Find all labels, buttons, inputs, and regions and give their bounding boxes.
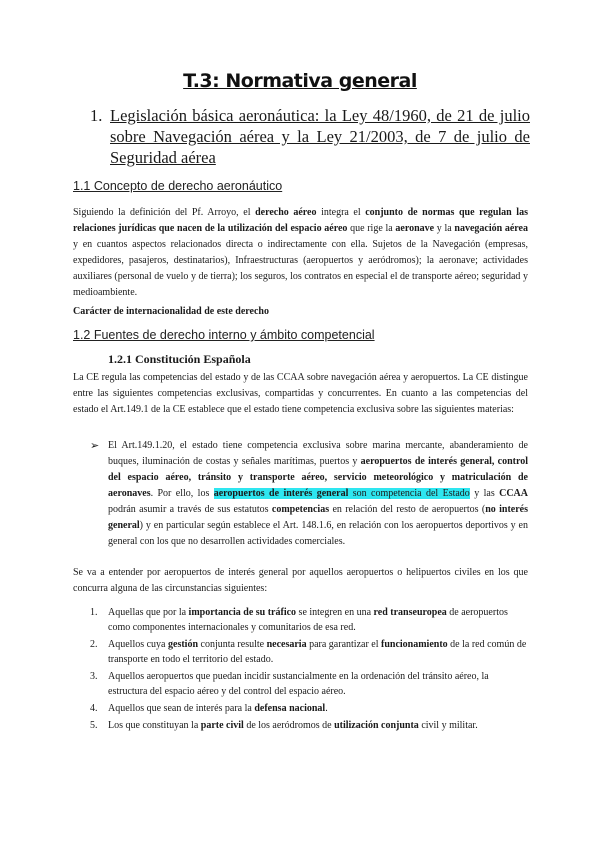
- subsection-1-2-heading: 1.2 Fuentes de derecho interno y ámbito competencial: [73, 328, 375, 342]
- section-1-title: Legislación básica aeronáutica: la Ley 48/1960, de 21 de julio sobre Navegación aérea y la Ley 21/2003, de 7 de julio de Seguridad aérea: [110, 106, 530, 167]
- list-item: 5. Los que constituyan la parte civil de los aeródromos de utilización conjunta civil y militar.: [90, 720, 478, 731]
- bullet-item-art149: ➢ El Art.149.1.20, el estado tiene competencia exclusiva sobre marina mercante, abanderamiento de buques, iluminación de costas y señales marítimas, puertos y aeropuertos de interés general, control del espacio aéreo, tránsito y transporte aéreo, servicio meteorológico y matriculación de aeronaves. Por ello, los aeropuertos de interés general son competencia del Estado y las CCAA podrán asumir a través de sus estatutos competencias en relación del resto de aeropuertos (no interés general) y en particular según establece el Art. 148.1.6, en relación con los aeropuertos deportivos y en general con los que no desarrollen actividades comerciales.: [90, 439, 529, 547]
- caracter-heading: Carácter de internacionalidad de este derecho: [73, 306, 269, 317]
- section-1-number: 1.: [90, 106, 103, 125]
- list-item: 3. Aquellos aeropuertos que puedan incidir sustancialmente en la ordenación del tránsito aéreo, la estructura del espacio aéreo y del control del espacio aéreo.: [90, 671, 489, 697]
- subsection-1-1-heading: 1.1 Concepto de derecho aeronáutico: [73, 179, 283, 193]
- list-item: 4. Aquellos que sean de interés para la defensa nacional.: [90, 703, 328, 714]
- paragraph-definition: Siguiendo la definición del Pf. Arroyo, el derecho aéreo integra el conjunto de normas que regulan las relaciones jurídicas que nacen de la utilización del espacio aéreo que rige la aeronave y la navegación aérea y en cuantos aspectos relacionados directa o indirectamente con ella. Sujetos de la Navegación (empresas, expedidores, pasajeros, destinatarios), Infraestructuras (aeropuertos y aeródromos); la aeronave; actividades auxiliares (personal de vuelo y de tierra); los seguros, los contratos en especial el de transporte aéreo; seguridad y medioambiente.: [73, 207, 528, 298]
- section-1-heading: [90, 105, 530, 168]
- arrow-bullet-icon: ➢: [90, 439, 100, 452]
- subsection-1-2-1-heading: 1.2.1 Constitución Española: [108, 352, 251, 366]
- highlight-aeropuertos: aeropuertos de interés general: [213, 488, 349, 499]
- paragraph-ce: La CE regula las competencias del estado y de las CCAA sobre navegación aérea y aeropuertos. La CE distingue entre las siguientes competencias exclusivas, compartidas y concurrentes. En cuanto a las competencias del estado el Art.149.1 de la CE establece que el estado tiene competencia exclusiva sobre las siguientes materias:: [73, 372, 528, 415]
- highlight-competencia-estado: son competencia del Estado: [348, 488, 470, 499]
- list-item: 2. Aquellos cuya gestión conjunta resulte necesaria para garantizar el funcionamiento de la red común de transporte en todo el territorio del estado.: [90, 639, 527, 665]
- document-title: T.3: Normativa general: [183, 70, 417, 92]
- list-item: 1. Aquellas que por la importancia de su tráfico se integren en una red transeuropea de aeropuertos como componentes internacionales y comunitarios de esa red.: [90, 607, 508, 633]
- paragraph-interes-general: Se va a entender por aeropuertos de interés general por aquellos aeropuertos o helipuertos civiles en los que concurra alguna de las circunstancias siguientes:: [73, 567, 528, 594]
- circumstances-list: [90, 605, 528, 735]
